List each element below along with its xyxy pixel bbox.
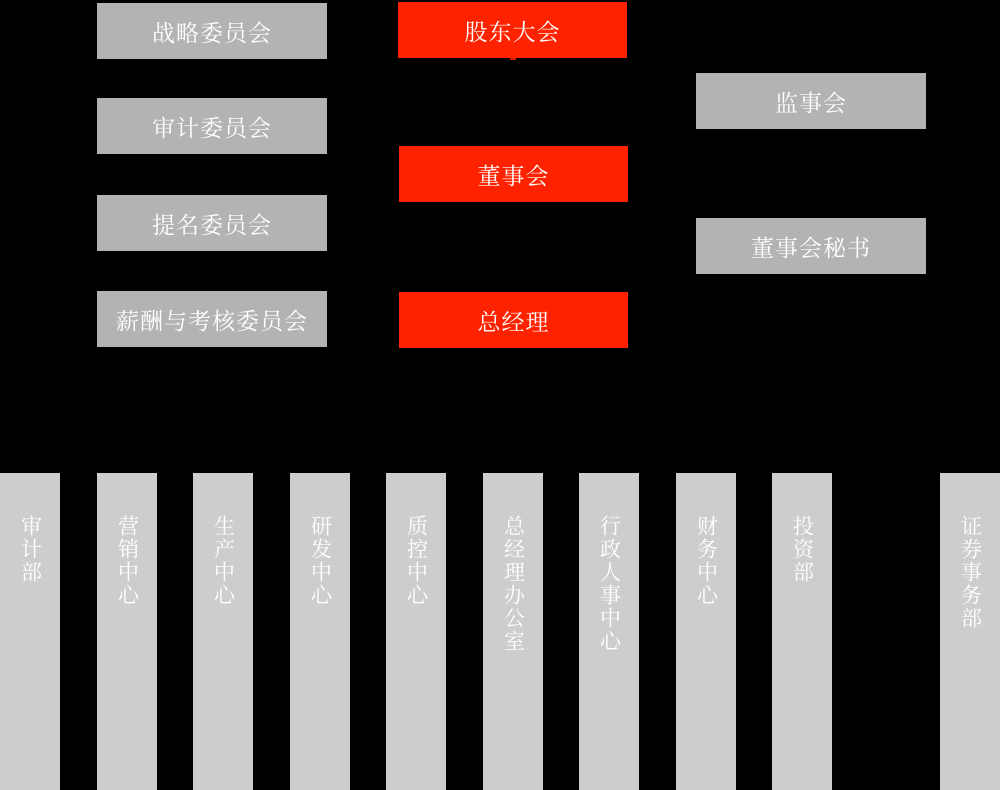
node-nomination-committee: 提名委员会 — [97, 195, 327, 251]
dept-pillar-securities-affairs-dept — [940, 473, 1000, 790]
dept-label: 营销中心 — [115, 515, 140, 607]
node-shareholders-meeting: 股东大会 — [398, 2, 627, 58]
dept-pillar-marketing-center — [97, 473, 157, 790]
connector-arrow-tip — [510, 58, 516, 60]
node-board-secretary: 董事会秘书 — [696, 218, 926, 274]
dept-label: 行政人事中心 — [597, 515, 622, 653]
dept-label: 审计部 — [18, 515, 43, 584]
dept-pillar-investment-dept — [772, 473, 832, 790]
dept-pillar-production-center — [193, 473, 253, 790]
dept-pillar-audit-dept — [0, 473, 60, 790]
dept-pillar-finance-center — [676, 473, 736, 790]
node-general-manager: 总经理 — [399, 292, 628, 348]
dept-pillar-admin-hr-center — [579, 473, 639, 790]
node-supervisory-board: 监事会 — [696, 73, 926, 129]
node-strategy-committee: 战略委员会 — [97, 3, 327, 59]
dept-label: 研发中心 — [308, 515, 333, 607]
dept-label: 财务中心 — [694, 515, 719, 607]
dept-pillar-gm-office — [483, 473, 543, 790]
node-remuneration-committee: 薪酬与考核委员会 — [97, 291, 327, 347]
dept-pillar-quality-control-center — [386, 473, 446, 790]
dept-pillar-rnd-center — [290, 473, 350, 790]
dept-label: 证券事务部 — [958, 515, 983, 630]
node-audit-committee: 审计委员会 — [97, 98, 327, 154]
dept-label: 生产中心 — [211, 515, 236, 607]
node-board-of-directors: 董事会 — [399, 146, 628, 202]
dept-label: 质控中心 — [404, 515, 429, 607]
dept-label: 投资部 — [790, 515, 815, 584]
dept-label: 总经理办公室 — [501, 515, 526, 653]
